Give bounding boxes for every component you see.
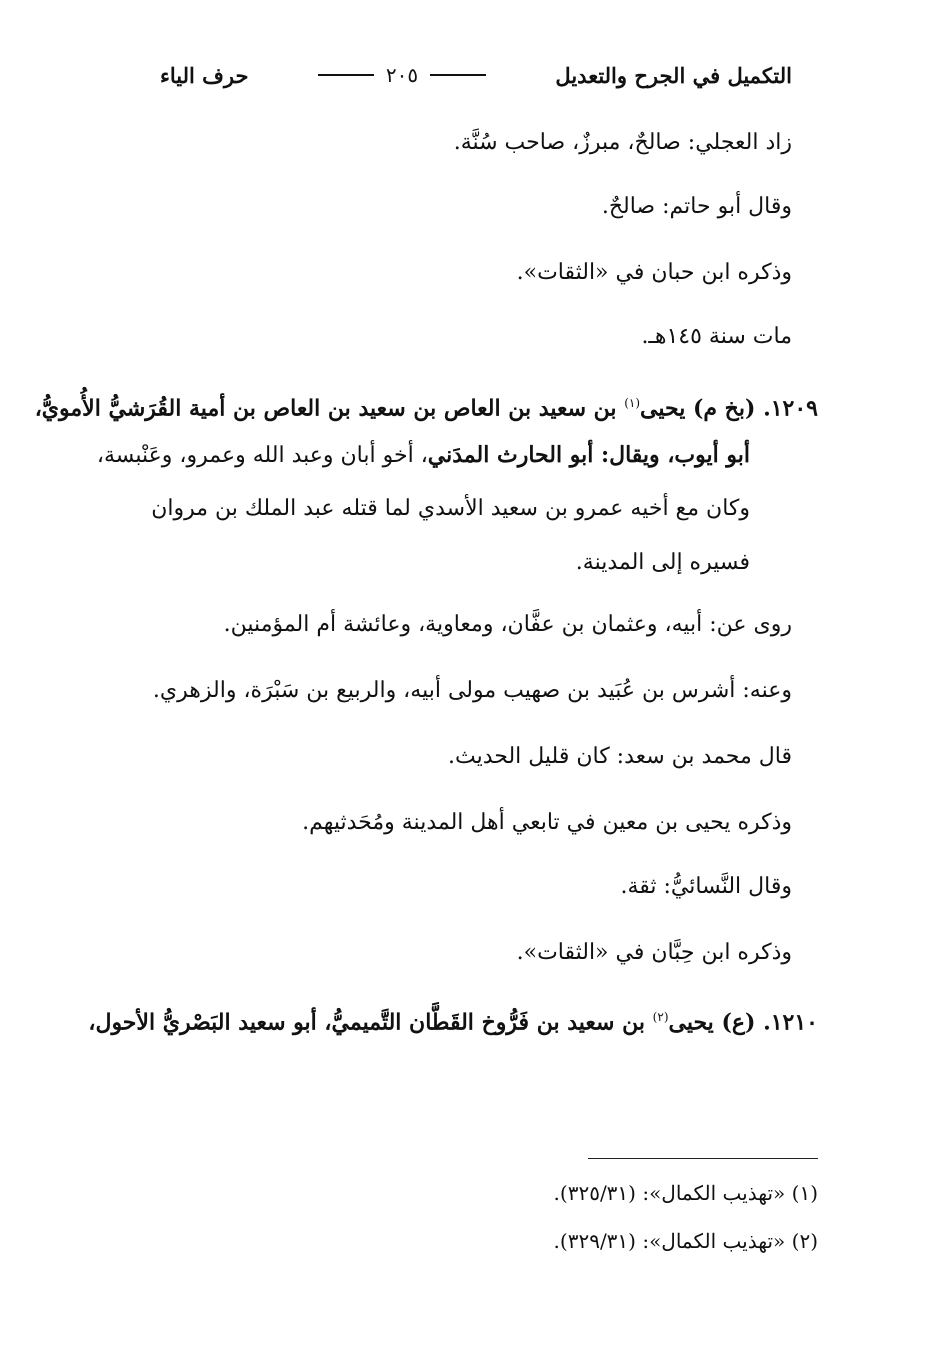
footnote-divider: [588, 1158, 818, 1159]
page-header: [160, 58, 792, 92]
text-line: فسيره إلى المدينة.: [575, 550, 750, 575]
text-line: وقال أبو حاتم: صالحٌ.: [601, 194, 792, 219]
text-line: وذكره يحيى بن معين في تابعي أهل المدينة ومُحَدثيهم.: [302, 810, 792, 835]
text-line: روى عن: أبيه، وعثمان بن عفَّان، ومعاوية، وعائشة أم المؤمنين.: [223, 612, 792, 637]
entry-name-part: ١٢١٠. (ع) يحيى: [668, 1009, 818, 1036]
text-span: ، أخو أبان وعبد الله وعمرو، وعَنْبسة،: [96, 443, 428, 468]
text-line: قال محمد بن سعد: كان قليل الحديث.: [447, 744, 792, 769]
entry-name-part: ١٢٠٩. (بخ م) يحيى: [640, 395, 818, 422]
header-page-number-group: [318, 63, 486, 87]
entry-name-part: بن سعيد بن فَرُّوخ القَطَّان التَّميميُّ، أبو سعيد البَصْريُّ الأحول،: [88, 1009, 653, 1036]
text-line: وذكره ابن حِبَّان في «الثقات».: [516, 940, 792, 965]
kunya: أبو أيوب، ويقال: أبو الحارث المدَني: [427, 442, 750, 468]
header-dash-left: [318, 74, 374, 76]
entry-name-part: بن سعيد بن العاص بن سعيد بن العاص بن أمية القُرَشيُّ الأُمويُّ،: [34, 395, 625, 422]
footnote-ref: (١): [624, 396, 641, 410]
footnote-ref: (٢): [652, 1010, 669, 1024]
footnote: (٢) «تهذيب الكمال»: (٣٢٩/٣١).: [553, 1229, 818, 1253]
text-line: وقال النَّسائيُّ: ثقة.: [620, 874, 792, 899]
chapter-title: حرف الياء: [160, 62, 249, 88]
page-number: ٢٠٥: [385, 63, 419, 87]
text-line: وكان مع أخيه عمرو بن سعيد الأسدي لما قتله عبد الملك بن مروان: [151, 496, 750, 521]
header-dash-right: [430, 74, 486, 76]
text-line: زاد العجلي: صالحٌ، مبرزٌ، صاحب سُنَّة.: [453, 130, 792, 155]
entry-heading-1210: [88, 1002, 818, 1038]
entry-heading-1209: [35, 388, 818, 424]
footnote: (١) «تهذيب الكمال»: (٣٢٥/٣١).: [553, 1181, 818, 1205]
text-line: [97, 440, 750, 471]
text-line: وعنه: أشرس بن عُبَيد بن صهيب مولى أبيه، والربيع بن سَبْرَة، والزهري.: [152, 678, 792, 703]
text-line: وذكره ابن حبان في «الثقات».: [516, 260, 792, 285]
text-line: مات سنة ١٤٥هـ.: [641, 324, 792, 349]
book-title: التكميل في الجرح والتعديل: [555, 62, 792, 88]
